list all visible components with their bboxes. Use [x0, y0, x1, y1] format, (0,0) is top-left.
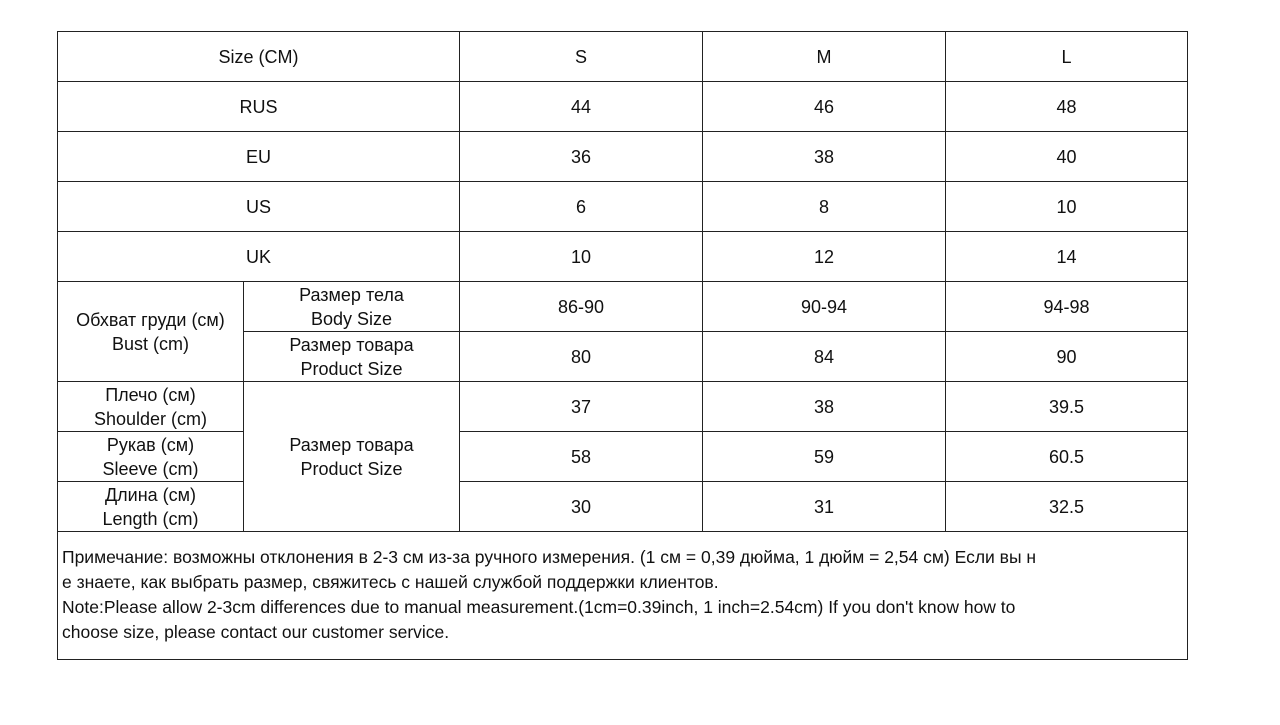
product-group-label-ru: Размер товара	[289, 434, 414, 455]
length-label-en: Length (cm)	[102, 508, 199, 529]
note-ru-line-1: Примечание: возможны отклонения в 2-3 см из-за ручного измерения. (1 см = 0,39 дюйма, 1 дюйм = 2,54 см) Если вы н	[62, 547, 1037, 567]
length-label	[58, 482, 244, 532]
header-row	[58, 32, 1188, 82]
length-m: 31	[703, 482, 946, 532]
note-ru-line-2: е знаете, как выбрать размер, свяжитесь с нашей службой поддержки клиентов.	[62, 572, 719, 592]
rus-row	[58, 82, 1188, 132]
body-size-label	[244, 282, 460, 332]
bust-product-m: 84	[703, 332, 946, 382]
eu-l: 40	[946, 132, 1188, 182]
length-row	[58, 482, 1188, 532]
bust-label-ru: Обхват груди (см)	[76, 309, 225, 330]
uk-row	[58, 232, 1188, 282]
bust-body-s: 86-90	[460, 282, 703, 332]
bust-product-l: 90	[946, 332, 1188, 382]
product-group-label	[244, 382, 460, 532]
us-s: 6	[460, 182, 703, 232]
sleeve-row	[58, 432, 1188, 482]
shoulder-label	[58, 382, 244, 432]
note-row	[58, 532, 1188, 660]
product-size-label	[244, 332, 460, 382]
uk-m: 12	[703, 232, 946, 282]
rus-m: 46	[703, 82, 946, 132]
us-label: US	[58, 182, 460, 232]
sleeve-s: 58	[460, 432, 703, 482]
eu-m: 38	[703, 132, 946, 182]
size-l-header: L	[946, 32, 1188, 82]
bust-label	[58, 282, 244, 382]
shoulder-m: 38	[703, 382, 946, 432]
rus-label: RUS	[58, 82, 460, 132]
bust-product-s: 80	[460, 332, 703, 382]
shoulder-s: 37	[460, 382, 703, 432]
us-l: 10	[946, 182, 1188, 232]
rus-l: 48	[946, 82, 1188, 132]
eu-label: EU	[58, 132, 460, 182]
bust-body-m: 90-94	[703, 282, 946, 332]
eu-s: 36	[460, 132, 703, 182]
size-header-label: Size (CM)	[58, 32, 460, 82]
uk-l: 14	[946, 232, 1188, 282]
product-group-label-en: Product Size	[300, 458, 403, 479]
uk-s: 10	[460, 232, 703, 282]
product-size-label-ru: Размер товара	[289, 334, 414, 355]
sleeve-label-en: Sleeve (cm)	[102, 458, 199, 479]
body-size-label-en: Body Size	[310, 308, 393, 329]
length-s: 30	[460, 482, 703, 532]
size-s-header: S	[460, 32, 703, 82]
shoulder-l: 39.5	[946, 382, 1188, 432]
sleeve-l: 60.5	[946, 432, 1188, 482]
size-chart-table	[57, 31, 1188, 660]
note-cell	[58, 532, 1188, 660]
product-size-label-en: Product Size	[300, 358, 403, 379]
shoulder-label-ru: Плечо (см)	[105, 384, 196, 405]
sleeve-label	[58, 432, 244, 482]
rus-s: 44	[460, 82, 703, 132]
note-en-line-1: Note:Please allow 2-3cm differences due to manual measurement.(1cm=0.39inch, 1 inch=2.54cm) If you don't know how to	[62, 597, 1016, 617]
us-m: 8	[703, 182, 946, 232]
shoulder-label-en: Shoulder (cm)	[93, 408, 208, 429]
us-row	[58, 182, 1188, 232]
sleeve-label-ru: Рукав (см)	[106, 434, 195, 455]
bust-body-row	[58, 282, 1188, 332]
sleeve-m: 59	[703, 432, 946, 482]
shoulder-row	[58, 382, 1188, 432]
bust-body-l: 94-98	[946, 282, 1188, 332]
length-label-ru: Длина (см)	[104, 484, 197, 505]
note-en-line-2: choose size, please contact our customer service.	[62, 622, 450, 642]
size-m-header: M	[703, 32, 946, 82]
body-size-label-ru: Размер тела	[299, 284, 404, 305]
eu-row	[58, 132, 1188, 182]
bust-label-en: Bust (cm)	[111, 333, 189, 354]
uk-label: UK	[58, 232, 460, 282]
length-l: 32.5	[946, 482, 1188, 532]
